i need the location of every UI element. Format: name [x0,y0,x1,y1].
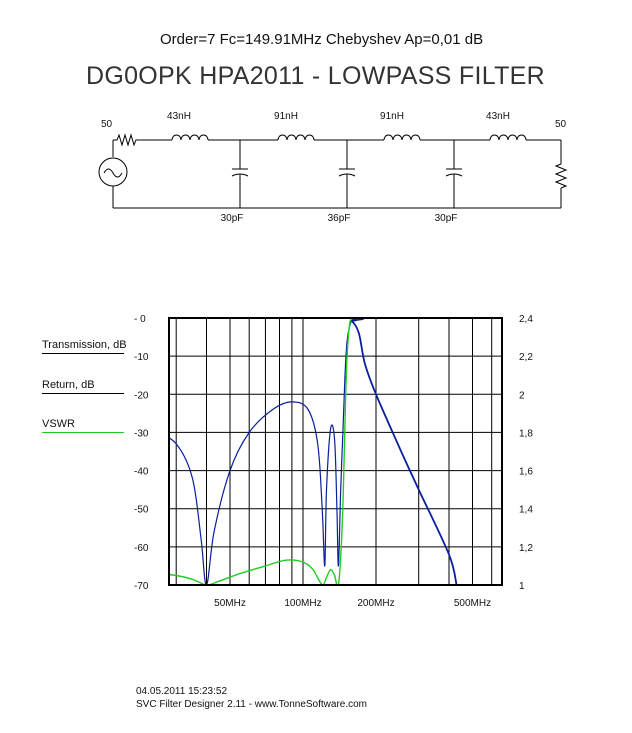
footer-timestamp: 04.05.2011 15:23:52 [136,686,228,697]
left-axis-tick-label: -50 [134,504,149,516]
source-impedance-label: 50 [101,119,113,130]
inductor-1-label: 43nH [167,111,191,122]
left-axis-tick-label: -60 [134,542,149,554]
capacitor-3-label: 30pF [434,213,458,224]
series-return-line [134,318,359,585]
inductor-4-label: 43nH [486,111,510,122]
right-axis-tick-label: 1,8 [519,428,533,440]
legend-vswr-label: VSWR [42,418,75,430]
right-axis-tick-label: 1,6 [519,466,533,478]
filter-params: Order=7 Fc=149.91MHz Chebyshev Ap=0,01 dB [160,31,484,48]
load-impedance-label: 50 [555,119,567,130]
right-axis-tick-label: 2,2 [519,352,533,364]
left-axis-tick-label: -10 [134,352,149,364]
left-axis-tick-label: -40 [134,466,149,478]
legend-transmission-label: Transmission, dB [42,339,127,351]
capacitor-2-label: 36pF [327,213,351,224]
page-title: DG0OPK HPA2011 - LOWPASS FILTER [86,62,545,90]
right-axis-tick-label: 2,4 [519,314,533,325]
x-axis-tick-label: 500MHz [453,598,492,609]
x-axis-tick-label: 200MHz [357,598,395,609]
inductor-3-label: 91nH [380,111,404,122]
x-axis-tick-label: 100MHz [284,598,322,609]
right-axis-tick-label: 2 [519,390,525,402]
left-axis-tick-label: -30 [134,428,149,440]
left-axis-tick-label: -20 [134,390,149,402]
capacitor-1-label: 30pF [220,213,244,224]
legend-return-label: Return, dB [42,379,95,391]
x-axis-tick-label: 50MHz [214,598,246,609]
right-axis-tick-label: 1 [519,581,525,592]
left-axis-tick-label: - 0 [134,314,146,325]
inductor-2-label: 91nH [274,111,298,122]
left-axis-tick-label: -70 [134,581,149,592]
right-axis-tick-label: 1,2 [519,542,533,554]
footer-app-credit: SVC Filter Designer 2.11 - www.TonneSoftware.com [136,699,368,710]
right-axis-tick-label: 1,4 [519,504,533,516]
